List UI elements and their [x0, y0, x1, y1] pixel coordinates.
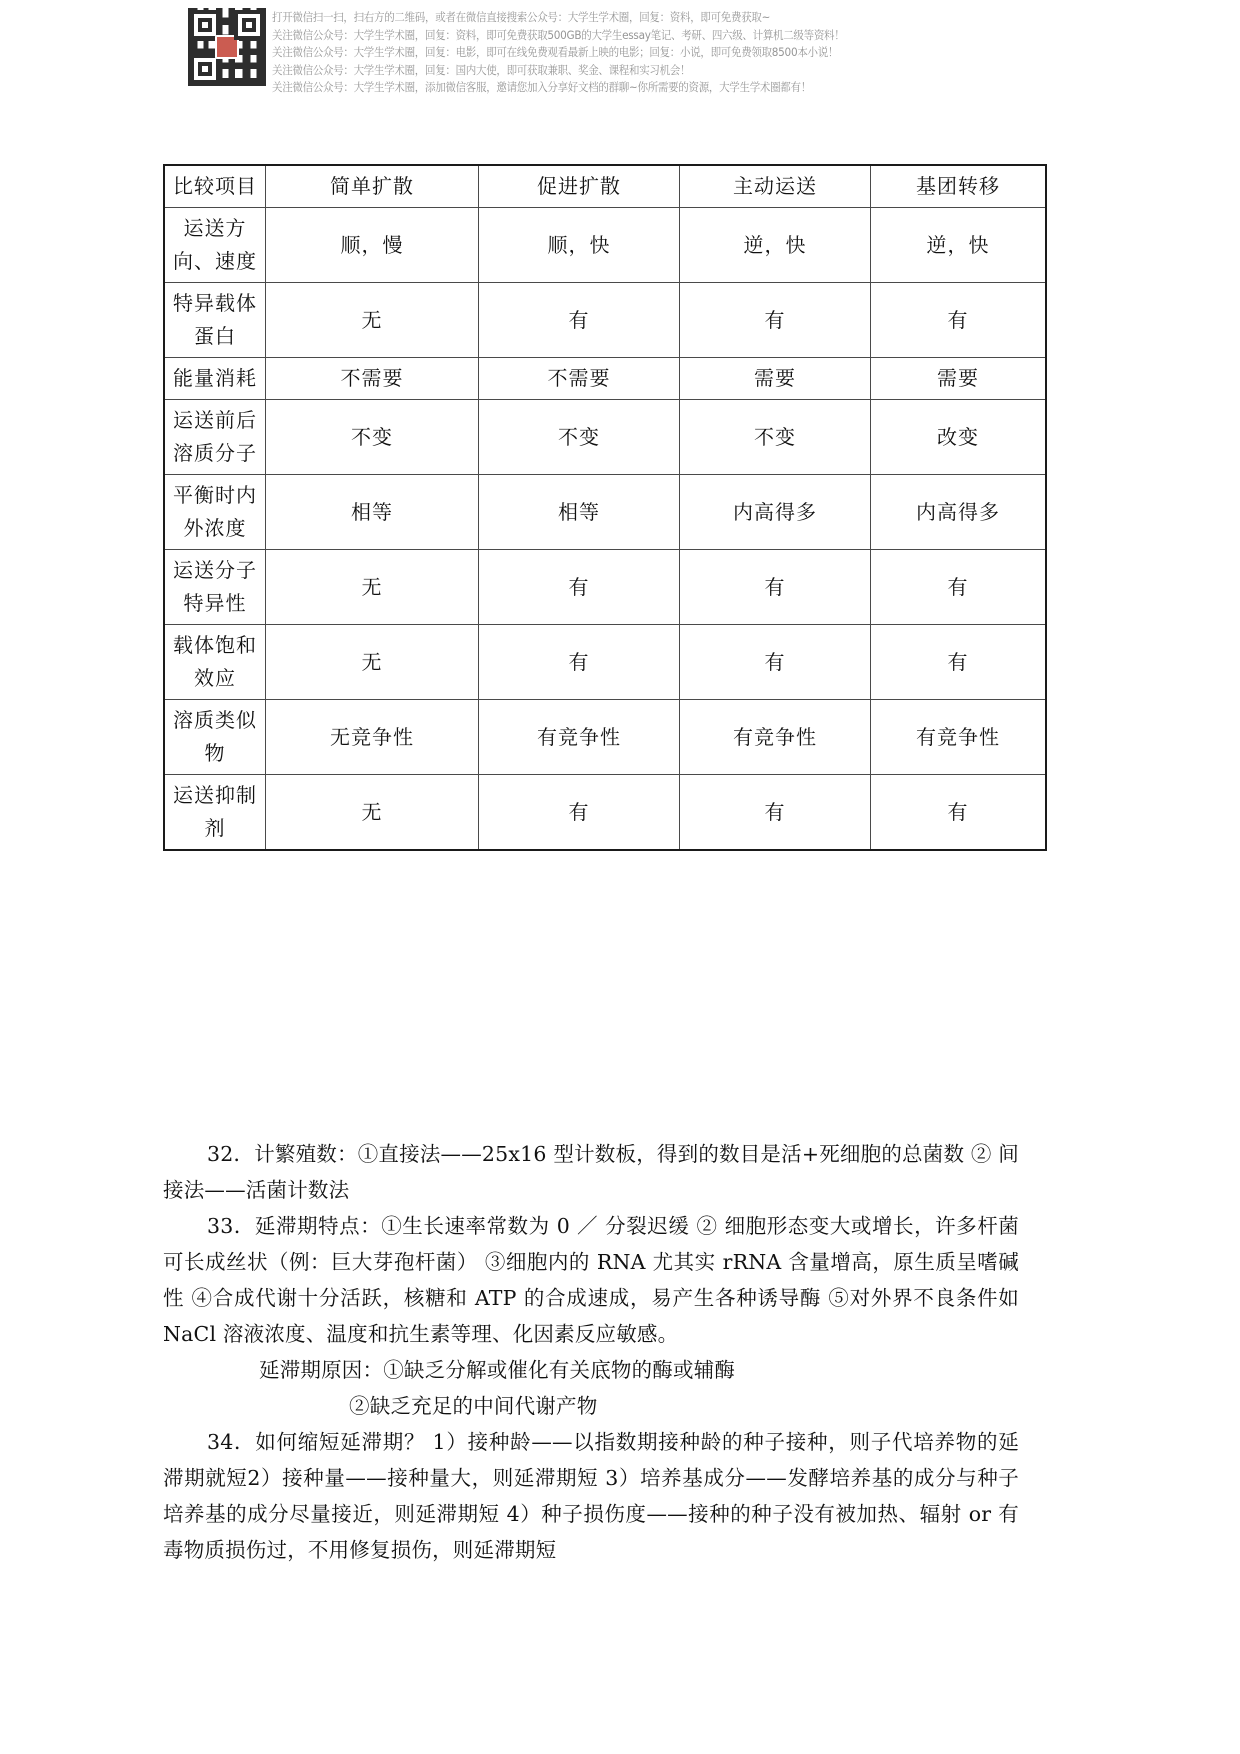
table-cell: 有 — [680, 283, 871, 358]
table-cell: 无 — [266, 625, 479, 700]
table-cell: 相等 — [479, 475, 680, 550]
table-cell: 有 — [479, 550, 680, 625]
table-cell: 逆，快 — [871, 208, 1047, 283]
table-row-header: 平衡时内外浓度 — [164, 475, 266, 550]
watermark-header — [188, 8, 1188, 108]
table-cell: 需要 — [680, 358, 871, 400]
table-column-header: 比较项目 — [164, 165, 266, 208]
table-cell: 改变 — [871, 400, 1047, 475]
transport-comparison-table — [163, 164, 1047, 851]
table-cell: 有 — [871, 625, 1047, 700]
table-row-header: 运送前后溶质分子 — [164, 400, 266, 475]
table-row-header: 运送分子特异性 — [164, 550, 266, 625]
table-header-row — [164, 165, 1046, 208]
table-row — [164, 775, 1046, 851]
watermark-line: 关注微信公众号：大学生学术圈，添加微信客服，邀请您加入分享好文档的群聊~你所需要的资源，大学生学术圈都有！ — [272, 81, 811, 95]
table-column-header: 简单扩散 — [266, 165, 479, 208]
table-row-header: 溶质类似物 — [164, 700, 266, 775]
table-row — [164, 550, 1046, 625]
table-cell: 有 — [680, 625, 871, 700]
table-cell: 有 — [871, 775, 1047, 851]
table-cell: 有竞争性 — [479, 700, 680, 775]
table-cell: 不变 — [479, 400, 680, 475]
table-row — [164, 400, 1046, 475]
document-body — [163, 1136, 1019, 1568]
table-row-header: 能量消耗 — [164, 358, 266, 400]
paragraph-33-reason-2: ②缺乏充足的中间代谢产物 — [349, 1394, 598, 1418]
table-cell: 顺，快 — [479, 208, 680, 283]
table-cell: 有 — [479, 625, 680, 700]
watermark-line: 关注微信公众号：大学生学术圈，回复：国内大使，即可获取兼职、奖金、课程和实习机会！ — [272, 63, 691, 77]
table-column-header: 基团转移 — [871, 165, 1047, 208]
table-row-header: 特异载体蛋白 — [164, 283, 266, 358]
watermark-line: 打开微信扫一扫，扫右方的二维码，或者在微信直接搜索公众号：大学生学术圈，回复：资料，即可免费获取~ — [272, 11, 771, 25]
table-cell: 无 — [266, 283, 479, 358]
paragraph-33: 33．延滞期特点：①生长速率常数为 0 ／ 分裂迟缓 ② 细胞形态变大或增长，许多杆菌可长成丝状（例：巨大芽孢杆菌） ③细胞内的 RNA 尤其实 rRNA 含量增高，原生质呈嗜碱性 ④合成代谢十分活跃，核糖和 ATP 的合成速成，易产生各种诱导酶 ⑤对外界不良条件如 NaCl 溶液浓度、温度和抗生素等理、化因素反应敏感。 — [163, 1214, 1019, 1346]
table-cell: 有 — [479, 775, 680, 851]
table-column-header: 促进扩散 — [479, 165, 680, 208]
paragraph-32: 32．计繁殖数：①直接法——25x16 型计数板，得到的数目是活+死细胞的总菌数 ② 间接法——活菌计数法 — [163, 1142, 1019, 1202]
table-cell: 有竞争性 — [680, 700, 871, 775]
watermark-line: 关注微信公众号：大学生学术圈，回复：电影，即可在线免费观看最新上映的电影；回复：小说，即可免费领取8500本小说！ — [272, 46, 839, 60]
table-cell: 不变 — [266, 400, 479, 475]
watermark-line: 关注微信公众号：大学生学术圈，回复：资料，即可免费获取500GB的大学生essay笔记、考研、四六级、计算机二级等资料！ — [272, 28, 845, 42]
qr-code-icon — [188, 8, 266, 86]
table-cell: 有 — [680, 550, 871, 625]
paragraph-34: 34．如何缩短延滞期？ 1）接种龄——以指数期接种龄的种子接种，则子代培养物的延滞期就短2）接种量——接种量大，则延滞期短 3）培养基成分——发酵培养基的成分与种子培养基的成分尽量接近，则延滞期短 4）种子损伤度——接种的种子没有被加热、辐射 or 有毒物质损伤过，不用修复损伤，则延滞期短 — [163, 1430, 1019, 1562]
table-cell: 有 — [871, 283, 1047, 358]
table-cell: 无 — [266, 775, 479, 851]
table-cell: 无 — [266, 550, 479, 625]
table-row — [164, 475, 1046, 550]
table-row — [164, 358, 1046, 400]
table-cell: 不需要 — [266, 358, 479, 400]
table-cell: 内高得多 — [871, 475, 1047, 550]
table-cell: 不变 — [680, 400, 871, 475]
table-cell: 相等 — [266, 475, 479, 550]
table-cell: 有 — [479, 283, 680, 358]
watermark-text-block — [272, 8, 1188, 98]
table-column-header: 主动运送 — [680, 165, 871, 208]
table-row-header: 运送方向、速度 — [164, 208, 266, 283]
table-cell: 内高得多 — [680, 475, 871, 550]
table-row-header: 运送抑制剂 — [164, 775, 266, 851]
table-cell: 有 — [871, 550, 1047, 625]
table-row — [164, 208, 1046, 283]
table-row — [164, 625, 1046, 700]
table-row — [164, 283, 1046, 358]
table-cell: 无竞争性 — [266, 700, 479, 775]
table-cell: 不需要 — [479, 358, 680, 400]
paragraph-33-reason-1: 延滞期原因：①缺乏分解或催化有关底物的酶或辅酶 — [259, 1358, 736, 1382]
table-cell: 有 — [680, 775, 871, 851]
table-row — [164, 700, 1046, 775]
table-row-header: 载体饱和效应 — [164, 625, 266, 700]
table-cell: 顺，慢 — [266, 208, 479, 283]
table-cell: 需要 — [871, 358, 1047, 400]
table-cell: 有竞争性 — [871, 700, 1047, 775]
table-cell: 逆，快 — [680, 208, 871, 283]
